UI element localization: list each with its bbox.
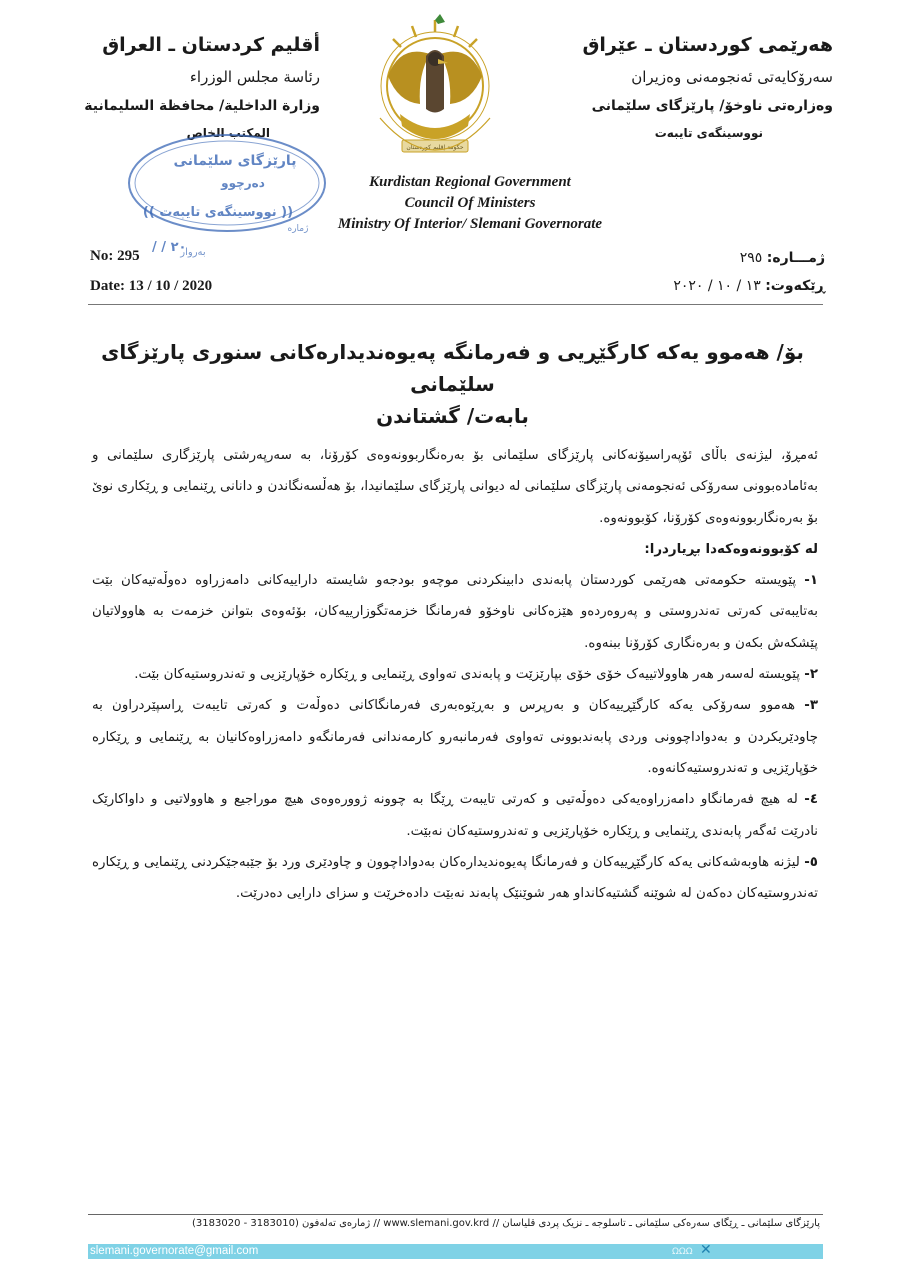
- footer-email[interactable]: slemani.governorate@gmail.com: [90, 1245, 259, 1257]
- header-divider: [88, 304, 823, 305]
- arabic-council: رئاسة مجلس الوزراء: [189, 68, 320, 86]
- ku-no-value: ٢٩٥: [739, 250, 763, 266]
- meta-right: [673, 250, 825, 306]
- arabic-region: أقليم كردستان ـ العراق: [102, 34, 320, 56]
- footer-site[interactable]: // www.slemani.gov.krd //: [373, 1218, 500, 1229]
- title-recipient: بۆ/ هەموو یەکە کارگێڕیی و فەرمانگە پەیوەندیدارەکانی سنوری پارێزگای سلێمانی: [101, 340, 804, 396]
- item-number: ٥-: [804, 854, 818, 870]
- item-text: پێویستە لەسەر هەر هاوولاتییەک خۆی خۆی بپارێزێت و پابەندی تەواوی ڕێنمایی و ڕێکارە خۆپارێزیی و تەندروستیەکان بێت.: [134, 667, 800, 683]
- header-english: [300, 172, 640, 235]
- arabic-office: المكتب الخاص: [186, 126, 270, 140]
- footer-phones: ژمارەی تەلەفون (3183010 - 3183020): [192, 1218, 371, 1229]
- kurdish-office: نووسینگەی تایبەت: [654, 126, 763, 140]
- stamp-line3: (( نووسینگەی تایبەت )): [142, 205, 294, 220]
- item-number: ١-: [804, 573, 818, 589]
- no-label: No:: [90, 248, 114, 264]
- stamp-date-label: بەروار: [180, 247, 206, 258]
- title-subject: بابەت/ گشتاندن: [376, 404, 529, 428]
- intro-paragraph: ئەمڕۆ، لیژنەی باڵای ئۆپەراسیۆنەکانی پارێزگای سلێمانی بۆ بەرەنگاربوونەوەی کۆرۆنا، بە سەرپەرشتی پارێزگاری سلێمانی و بەئامادەبوونی سەرۆکی ئەنجومەنی پارێزگای سلێمانی لە دیوانی پارێزگای سلێمانیدا، بۆ هەڵسەنگاندن و دانانی ڕێنمایی و ڕێکاری نوێ بۆ بەرەنگاربوونەوەی کۆرۆنا، کۆبوونەوە.: [92, 448, 818, 526]
- decision-lead: لە کۆبوونەوەکەدا بڕیاردرا:: [644, 541, 818, 557]
- english-government: Kurdistan Regional Government: [369, 174, 571, 190]
- krg-emblem-icon: [360, 14, 510, 174]
- ku-no-label: ژمـــارە:: [766, 250, 825, 266]
- stamp-number-label: ژمارە: [287, 224, 309, 234]
- item-text: پێویستە حکومەتی هەرێمی کوردستان پابەندی دابینکردنی موچەو بودجەو شایستە داراییەکانی دامەزراوە دەوڵەتیەکان بێت بەتایبەتی کەرتی تەندروستی و پەروەردەو هێزەکانی ناوخۆو فەرمانگا خزمەتگوزارییەکان، بۆئەوەی بتوانن خزمەت بە هاوولاتیان پێشکەش بکەن و بەرەنگاری کۆرۆنا ببنەوە.: [92, 573, 818, 651]
- list-item: [92, 847, 818, 910]
- list-item: [92, 784, 818, 847]
- item-text: لیژنە هاوبەشەکانی یەکە کارگێڕییەکان و فەرمانگا پەیوەندیدارەکان بەدواداچوون و چاودێری ورد بۆ جێبەجێکردنی ڕێنمایی و ڕێکارە تەندروستیەکان دەکەن لە شوێنە گشتیەکانداو هەر شوێنێک پابەند نەبێت دادەخرێت و سزای دارایی دەدرێت.: [92, 854, 818, 902]
- kurdish-council: سەرۆکایەتی ئەنجومەنی وەزیران: [631, 68, 833, 86]
- stamp-date-value: / / ٢٠: [152, 240, 187, 255]
- arabic-ministry: وزارة الداخلية/ محافظة السليمانية: [84, 98, 320, 114]
- footer-tail: ΩΩΩ: [672, 1247, 693, 1257]
- item-number: ٤-: [804, 792, 818, 808]
- cross-mark-icon: ✕: [700, 1242, 712, 1258]
- letter-body: [92, 440, 818, 909]
- no-value: 295: [117, 248, 140, 264]
- english-ministry: Ministry Of Interior/ Slemani Governorate: [337, 216, 603, 232]
- svg-text:حكومة إقليم كوردستان: حكومة إقليم كوردستان: [406, 144, 464, 151]
- kurdish-region: هەرێمی کوردستان ـ عێراق: [582, 34, 833, 56]
- date-label: Date:: [90, 278, 125, 294]
- list-item: [92, 690, 818, 784]
- footer-address: پارێزگای سلێمانی ـ ڕێگای سەرەکی سلێمانی ـ تاسلوجە ـ نزیک پردی قلیاسان: [502, 1218, 820, 1229]
- stamp-line1: پارێزگای سلێمانی: [173, 153, 297, 169]
- item-text: هەموو سەرۆکی یەکە کارگێڕییەکان و بەرپرس و بەڕێوەبەری فەرمانگاکانی دەوڵەت و کەرتی تایبەت ڕاسپێردراون بە چاودێریکردن و بەدواداچوونی وردی پابەندبوونی تەواوی فەرمانبەرو کارمەندانی فەرمانگەو دامەزراوەکانیان بە ڕێنمایی و ڕێکارە خۆپارێزیی و تەندروستیەکانەوە.: [92, 698, 818, 776]
- ku-date-label: ڕێکەوت:: [765, 278, 825, 294]
- ku-date-value: ١٣ / ١٠ / ٢٠٢٠: [673, 278, 761, 294]
- footer-divider: [88, 1214, 823, 1215]
- meta-left: [90, 248, 212, 308]
- header-kurdish: [553, 34, 833, 152]
- date-value: 13 / 10 / 2020: [128, 278, 213, 294]
- letter-title: [80, 336, 825, 432]
- item-number: ٢-: [804, 667, 818, 683]
- stamp-line2: دەرچوو: [221, 176, 265, 190]
- item-text: لە هیچ فەرمانگاو دامەزراوەیەکی دەوڵەتیی و کەرتی تایبەت ڕێگا بە چوونە ژوورەوەی هیچ موراجیع و هاوولاتیی و داواکارێک نادرێت ئەگەر پابەندی ڕێنمایی و ڕێکارە خۆپارێزیی و تەندروستیەکان نەبێت.: [92, 792, 818, 839]
- list-item: [92, 565, 818, 659]
- list-item: [92, 659, 818, 690]
- footer-contact: [90, 1218, 820, 1229]
- kurdish-ministry: وەزارەتی ناوخۆ/ پارێزگای سلێمانی: [591, 98, 833, 114]
- item-number: ٣-: [804, 698, 818, 714]
- english-council: Council Of Ministers: [404, 195, 536, 211]
